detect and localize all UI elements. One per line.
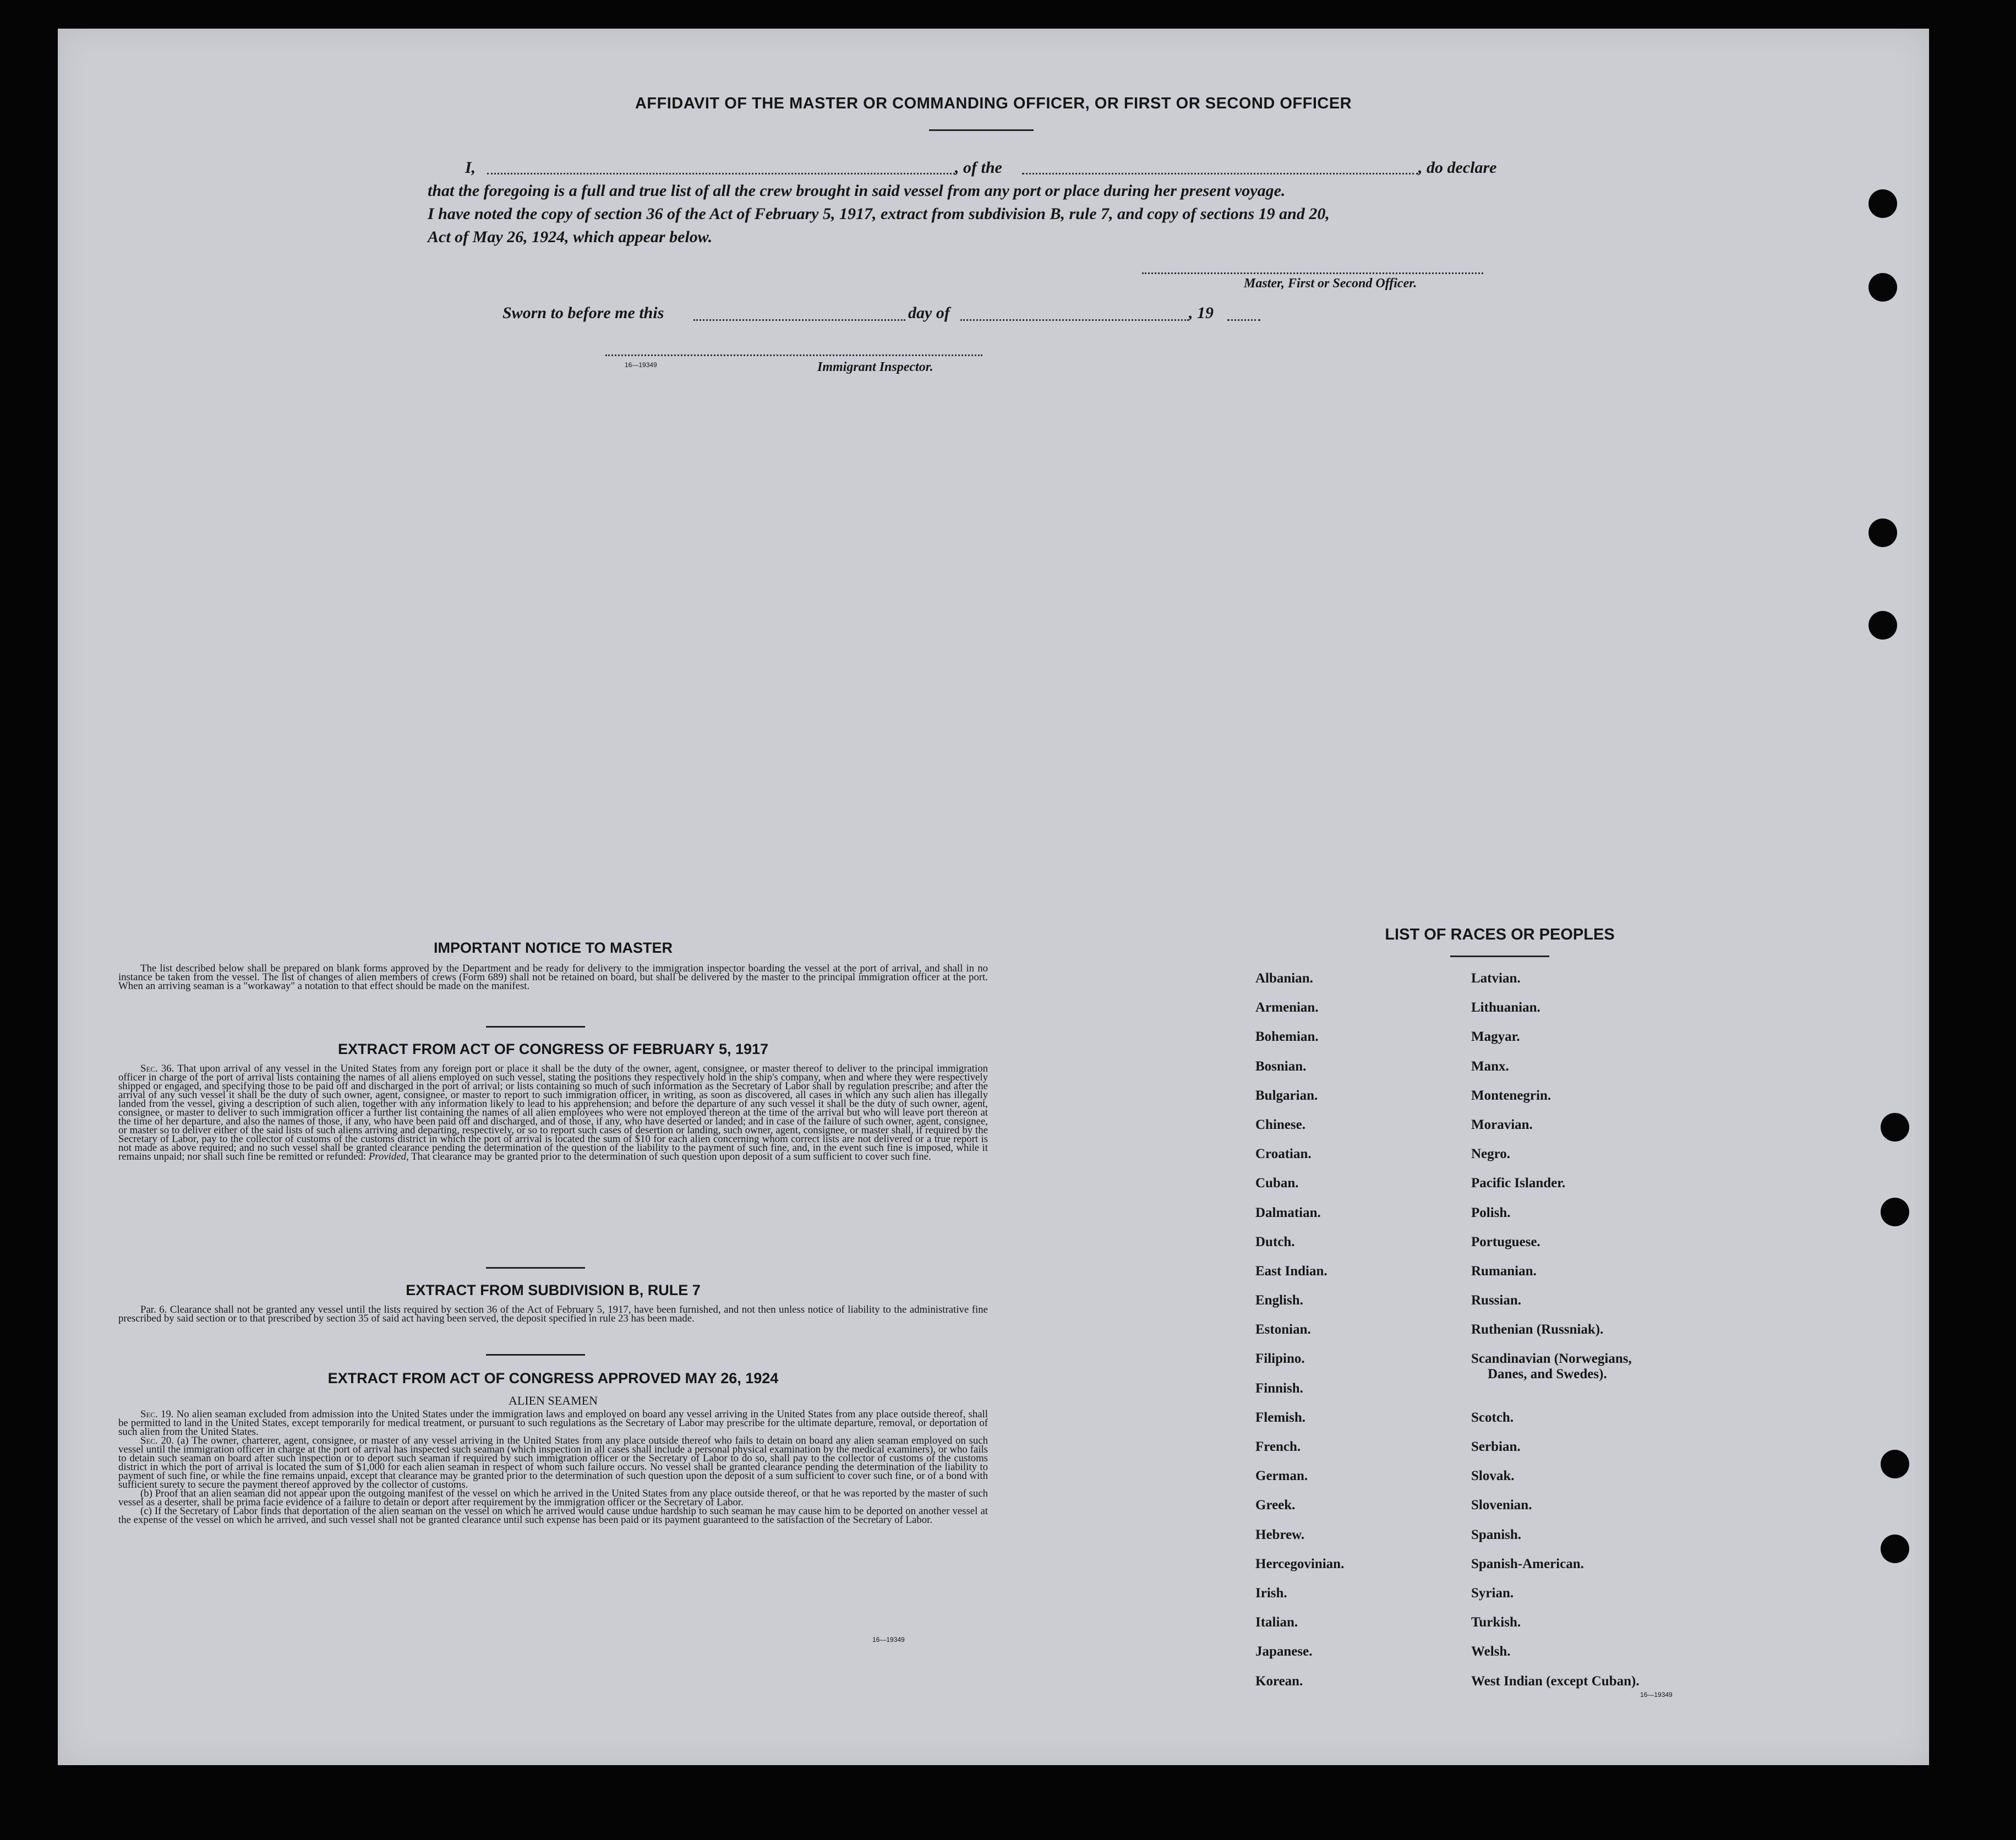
race-item: Croatian.	[1255, 1146, 1312, 1162]
punch-hole	[1869, 611, 1897, 640]
race-item: Syrian.	[1471, 1585, 1514, 1601]
inspector-label: Immigrant Inspector.	[817, 360, 933, 374]
extract-rule7-body	[118, 1306, 988, 1323]
title-rule	[929, 129, 1034, 131]
sec-20c-paragraph: (c) If the Secretary of Labor finds that deportation of the alien seaman on the vessel on which he arrived would cause undue hardship to such seaman he may cause him to be deported on another vessel at the expense of the vessel on which he arrived, and such vessel shall not be granted clearance until such expense has been paid or its payment guaranteed to the satisfaction of the Secretary of Labor.	[118, 1505, 988, 1526]
sec-20a-paragraph	[118, 1437, 988, 1489]
race-item: Bohemian.	[1255, 1029, 1319, 1045]
sec-19-label: Sec. 19.	[140, 1408, 174, 1420]
race-item: Hercegovinian.	[1255, 1556, 1345, 1571]
race-item: Slovenian.	[1471, 1498, 1532, 1513]
race-item: Hebrew.	[1255, 1527, 1305, 1542]
punch-hole	[1869, 518, 1897, 547]
race-item: Armenian.	[1255, 1000, 1319, 1015]
sec-19-paragraph	[118, 1410, 988, 1437]
affidavit-line-4: Act of May 26, 1924, which appear below.	[428, 228, 713, 246]
race-item: Russian.	[1471, 1293, 1522, 1308]
race-item: Scotch.	[1471, 1410, 1514, 1425]
race-item: West Indian (except Cuban).	[1471, 1673, 1640, 1689]
sec-20a-text: (a) The owner, charterer, agent, consignee, or master of any vessel arriving in the United States from any place outside thereof who fails to detain on board any alien seaman employed on such vessel until the immigration officer in charge at the port of arrival has inspected such seaman (which inspection in all cases shall include a personal physical examination by the medical examiners), or who fails to detain such seaman on board after such inspection or to deport such seaman if required by such immigration officer or the Secretary of Labor to do so, shall pay to the collector of customs of the customs district in which the port of arrival is located the sum of $1,000 for each alien seaman in respect of whom such failure occurs. No vessel shall be granted clearance pending the determination of the liability to payment of such fine, or while the fine remains unpaid, except that clearance may be granted prior to the determination of such question upon the deposit of a sum sufficient to cover such fine, or of a bond with sufficient surety to secure the payment thereof approved by the collector of customs.	[118, 1435, 988, 1490]
race-item: Serbian.	[1471, 1439, 1521, 1455]
extract-1924-body	[118, 1410, 988, 1525]
affidavit-of-the: , of the	[955, 159, 1002, 177]
race-item: Dalmatian.	[1255, 1205, 1321, 1220]
affidavit-i: I,	[465, 159, 476, 177]
race-item: Korean.	[1255, 1673, 1303, 1689]
race-item: Pacific Islander.	[1471, 1176, 1566, 1191]
race-item: Magyar.	[1471, 1029, 1520, 1045]
race-item: Welsh.	[1471, 1644, 1511, 1659]
punch-hole	[1881, 1450, 1909, 1478]
race-item: Negro.	[1471, 1146, 1511, 1162]
race-item: Slovak.	[1471, 1468, 1515, 1484]
master-signature-label: Master, First or Second Officer.	[1244, 276, 1417, 291]
extract-1917-title: EXTRACT FROM ACT OF CONGRESS OF FEBRUARY 5, 1917	[337, 1041, 769, 1057]
race-item: Finnish.	[1255, 1380, 1303, 1396]
affidavit-line-3: I have noted the copy of section 36 of the Act of February 5, 1917, extract from subdivision B, rule 7, and copy of sections 19 and 20,	[428, 205, 1330, 223]
punch-hole	[1881, 1113, 1909, 1142]
race-item: Italian.	[1255, 1615, 1298, 1630]
race-item: Latvian.	[1471, 971, 1521, 986]
race-item: Bosnian.	[1255, 1058, 1307, 1074]
year-blank[interactable]	[1227, 319, 1260, 321]
affidavit-text	[428, 156, 1555, 249]
race-item: Japanese.	[1255, 1644, 1313, 1659]
race-item: Cuban.	[1255, 1176, 1299, 1191]
alien-seamen-subtitle: ALIEN SEAMEN	[509, 1394, 598, 1407]
sec-19-text: No alien seaman excluded from admission into the United States under the immigration laws and employed on board any vessel arriving in the United States from any place outside thereof, shall be permitted to land in the United States, except temporarily for medical treatment, or pursuant to such regulations as the Secretary of Labor may prescribe for the ultimate departure, removal, or deportation of such alien from the United States.	[118, 1408, 988, 1438]
race-item: Portuguese.	[1471, 1234, 1540, 1249]
race-item: Rumanian.	[1471, 1263, 1537, 1279]
name-blank[interactable]	[487, 173, 955, 174]
races-title: LIST OF RACES OR PEOPLES	[1385, 926, 1615, 943]
sworn-month-blank[interactable]	[960, 319, 1189, 321]
section-divider	[486, 1354, 585, 1356]
race-item: Montenegrin.	[1471, 1088, 1551, 1103]
affidavit-line-1	[465, 156, 1555, 179]
race-item: Turkish.	[1471, 1615, 1521, 1630]
sec-36-text-end: That clearance may be granted prior to the determination of such question upon deposit of a sum sufficient to cover such fine.	[411, 1151, 931, 1162]
race-item: English.	[1255, 1293, 1303, 1308]
sec-36-label: Sec. 36.	[140, 1063, 174, 1074]
sec-36-paragraph	[118, 1064, 988, 1161]
races-form-number: 16—19349	[1640, 1691, 1673, 1699]
extract-rule7-title: EXTRACT FROM SUBDIVISION B, RULE 7	[406, 1282, 701, 1298]
master-signature-line[interactable]	[1142, 272, 1483, 274]
punch-hole	[1881, 1198, 1909, 1226]
race-item: East Indian.	[1255, 1263, 1327, 1279]
vessel-blank[interactable]	[1022, 173, 1418, 174]
race-item: Manx.	[1471, 1058, 1509, 1074]
race-item: Polish.	[1471, 1205, 1511, 1220]
sworn-day-blank[interactable]	[693, 319, 905, 321]
notice-title: IMPORTANT NOTICE TO MASTER	[434, 940, 673, 956]
race-item: Ruthenian (Russniak).	[1471, 1322, 1604, 1337]
race-item: Chinese.	[1255, 1117, 1305, 1132]
sec-20-label: Sec. 20.	[140, 1435, 174, 1446]
race-item: Irish.	[1255, 1585, 1287, 1601]
sec-20b-paragraph: (b) Proof that an alien seaman did not appear upon the outgoing manifest of the vessel on which he arrived in the United States from any place outside thereof, or that he was reported by the master of such vessel as a deserter, shall be prima facie evidence of a failure to detain or deport after requirement by the immigration officer or the Secretary of Labor.	[118, 1488, 988, 1508]
race-item: Flemish.	[1255, 1410, 1305, 1425]
race-item: Estonian.	[1255, 1322, 1311, 1337]
extract-1924-title: EXTRACT FROM ACT OF CONGRESS APPROVED MAY 26, 1924	[327, 1370, 779, 1386]
race-item: Bulgarian.	[1255, 1088, 1318, 1103]
rule7-paragraph: Par. 6. Clearance shall not be granted any vessel until the lists required by section 36 of the Act of February 5, 1917, have been furnished, and not then unless notice of liability to the administrative fine prescribed by said section or to that prescribed by section 35 of said act having been served, the deposit specified in rule 23 has been made.	[118, 1304, 988, 1324]
race-item: Albanian.	[1255, 971, 1313, 986]
race-item: Spanish.	[1471, 1527, 1522, 1542]
sec-36-text: That upon arrival of any vessel in the United States from any foreign port or place it shall be the duty of the owner, agent, consignee, or master thereof to deliver to the principal immigration officer in charge of the port of arrival lists containing the names of all aliens employed on such vessel, stating the positions they respectively hold in the ship's company, when and where they were respectively shipped or engaged, and specifying those to be paid off and discharged in the port of arrival; or lists containing so much of such information as the Secretary of Labor shall by regulation prescribe; and after the arrival of any such vessel it shall be the duty of such owner, agent, consignee, or master to report to such immigration officer, in writing, as soon as discovered, all cases in which any such alien has illegally landed from the vessel, giving a description of such alien, together with any information likely to lead to his apprehension; and before the departure of any such vessel it shall be the duty of such owner, agent, consignee, or master to deliver to such immigration officer a further list containing the names of all alien employees who were not employed thereon at the time of the arrival but who will leave port thereon at the time of her departure, and also the names of those, if any, who have been paid off and discharged, and of those, if any, who have deserted or landed; and in case of the failure of such owner, agent, consignee, or master so to deliver either of the said lists of such aliens arriving and departing, respectively, or so to report such cases of desertion or landing, such owner, agent, consignee, or master shall, if required by the Secretary of Labor, pay to the collector of customs of the customs district in which the port of arrival is located the sum of $10 for each alien concerning whom correct lists are not delivered or a true report is not made as above required; and no such vessel shall be granted clearance pending the determination of the question of the liability to the payment of such fine, and, in the event such fine is imposed, while it remains unpaid; nor shall such fine be remitted or refunded:	[118, 1063, 988, 1162]
sworn-label: Sworn to before me this	[502, 304, 664, 322]
affidavit-do-declare: , do declare	[1418, 159, 1497, 177]
race-item: Lithuanian.	[1471, 1000, 1540, 1015]
races-right-column	[1471, 971, 1640, 1703]
provided-word: Provided,	[368, 1151, 409, 1162]
document-page	[58, 29, 1929, 1765]
section-divider	[486, 1026, 585, 1028]
race-item: Dutch.	[1255, 1234, 1295, 1249]
race-item: Greek.	[1255, 1498, 1296, 1513]
punch-hole	[1881, 1535, 1909, 1563]
affidavit-title: AFFIDAVIT OF THE MASTER OR COMMANDING OFFICER, OR FIRST OR SECOND OFFICER	[635, 95, 1352, 112]
day-of-label: day of	[908, 304, 950, 322]
punch-hole	[1869, 273, 1897, 302]
year-prefix: , 19	[1189, 304, 1214, 322]
races-left-column	[1255, 971, 1344, 1703]
notice-paragraph: The list described below shall be prepared on blank forms approved by the Department and be ready for delivery to the immigration inspector boarding the vessel at the port of arrival, and shall in no instance be taken from the vessel. The list of changes of alien members of crews (Form 689) shall not be retained on board, but shall be delivered by the master to the principal immigration officer at the port. When an arriving seaman is a "workaway" a notation to that effect should be made on the manifest.	[118, 963, 988, 992]
section-divider	[486, 1267, 585, 1269]
race-item: Moravian.	[1471, 1117, 1533, 1132]
race-item: French.	[1255, 1439, 1301, 1454]
inspector-signature-line[interactable]	[605, 354, 982, 356]
punch-hole	[1869, 189, 1897, 218]
notice-form-number: 16—19349	[872, 1636, 905, 1644]
notice-body	[118, 964, 988, 991]
races-title-rule	[1450, 956, 1549, 957]
race-item: Danes, and Swedes).	[1488, 1367, 1607, 1382]
affidavit-form-number: 16—19349	[625, 361, 657, 369]
race-item: Scandinavian (Norwegians,	[1471, 1351, 1632, 1367]
affidavit-line-2: that the foregoing is a full and true list of all the crew brought in said vessel from any port or place during her present voyage.	[428, 182, 1286, 200]
race-item: Spanish-American.	[1471, 1556, 1584, 1571]
race-item: Filipino.	[1255, 1351, 1305, 1367]
race-item: German.	[1255, 1468, 1308, 1484]
extract-1917-body	[118, 1064, 988, 1161]
